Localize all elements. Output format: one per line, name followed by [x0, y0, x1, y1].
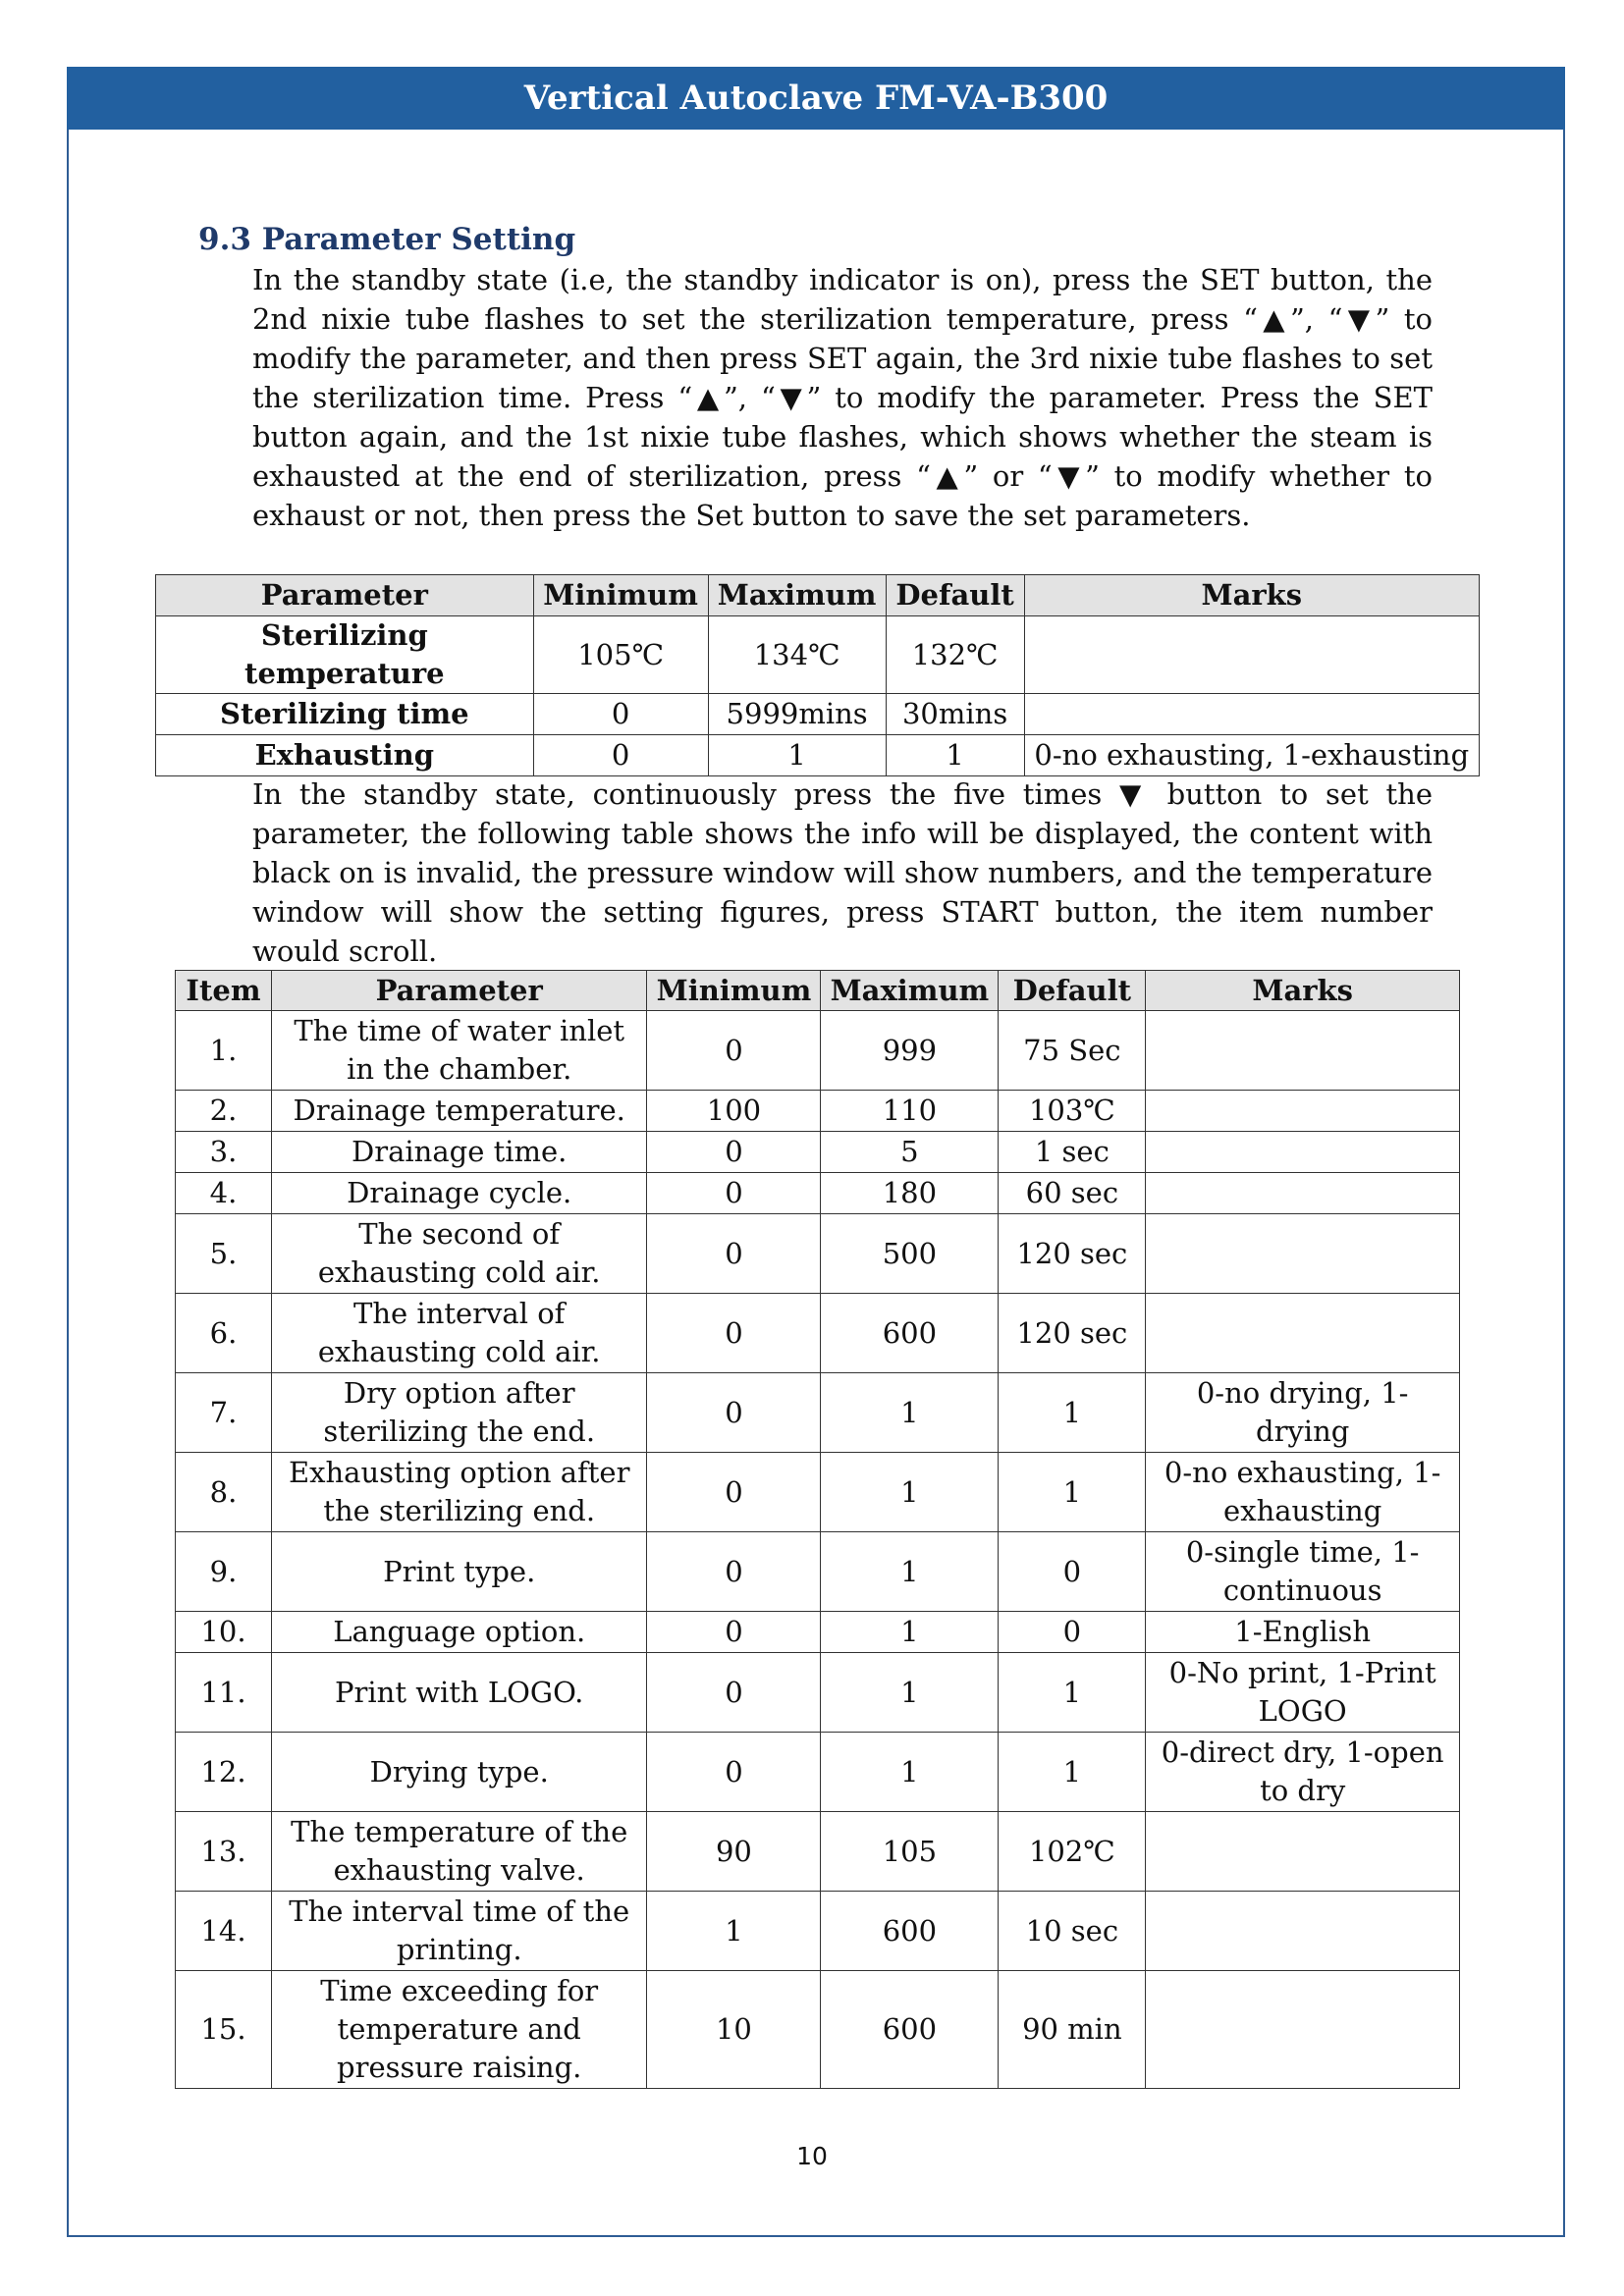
table-cell: 30mins [886, 694, 1024, 735]
table-cell: 0-no drying, 1-drying [1146, 1373, 1460, 1453]
table-cell: 1 [999, 1733, 1146, 1812]
table-cell: 8. [176, 1453, 272, 1532]
table-cell: 0 [999, 1612, 1146, 1653]
table-cell: 0 [647, 1214, 821, 1294]
table-cell: 90 min [999, 1971, 1146, 2089]
table-header-row [156, 575, 1480, 616]
table-row [176, 1091, 1460, 1132]
table-cell: 1 [647, 1892, 821, 1971]
table-cell: 103℃ [999, 1091, 1146, 1132]
table-cell [1146, 1812, 1460, 1892]
intro-paragraph: In the standby state (i.e, the standby indicator is on), press the SET button, the 2nd nixie tube flashes to set the sterilization temperature, press “▲”, “▼” to modify the parameter, and then press SET again, the 3rd nixie tube flashes to set the sterilization time. Press “▲”, “▼” to modify the parameter. Press the SET button again, and the 1st nixie tube flashes, which shows whether the steam is exhausted at the end of sterilization, press “▲” or “▼” to modify whether to exhaust or not, then press the Set button to save the set parameters. [252, 263, 1433, 532]
table-cell: 132℃ [886, 616, 1024, 694]
table-cell: The time of water inlet in the chamber. [271, 1011, 646, 1091]
table-cell: 0 [647, 1373, 821, 1453]
table-cell: 1 [886, 735, 1024, 776]
table-cell [1146, 1173, 1460, 1214]
table-header-row [176, 971, 1460, 1011]
table-cell: 120 sec [999, 1294, 1146, 1373]
table-row [176, 1373, 1460, 1453]
table-cell: 1 [821, 1612, 999, 1653]
table-cell: 75 Sec [999, 1011, 1146, 1091]
table-cell: 1 [821, 1453, 999, 1532]
table-cell: The temperature of the exhausting valve. [271, 1812, 646, 1892]
table-cell: 0-no exhausting, 1-exhausting [1024, 735, 1479, 776]
table-cell: Exhausting [156, 735, 534, 776]
table-cell: 1 [999, 1453, 1146, 1532]
table-cell: Drainage temperature. [271, 1091, 646, 1132]
table-cell: Drying type. [271, 1733, 646, 1812]
table-cell [1146, 1011, 1460, 1091]
table-row [156, 694, 1480, 735]
table-cell: Print with LOGO. [271, 1653, 646, 1733]
table-cell: 5. [176, 1214, 272, 1294]
table-cell: 600 [821, 1892, 999, 1971]
table-cell: 105℃ [533, 616, 708, 694]
table-cell: 0 [999, 1532, 1146, 1612]
table-row [176, 1812, 1460, 1892]
table-cell: 100 [647, 1091, 821, 1132]
advanced-parameter-table [175, 970, 1460, 2089]
table-cell: Time exceeding for temperature and pressure raising. [271, 1971, 646, 2089]
table-cell: 15. [176, 1971, 272, 2089]
table-row [176, 1453, 1460, 1532]
column-header: Maximum [708, 575, 886, 616]
table-row [176, 1733, 1460, 1812]
table-cell [1146, 1892, 1460, 1971]
column-header: Default [999, 971, 1146, 1011]
parameter-setting-table [155, 574, 1480, 776]
table-cell: 5 [821, 1132, 999, 1173]
table-cell: 90 [647, 1812, 821, 1892]
column-header: Default [886, 575, 1024, 616]
table-cell: Print type. [271, 1532, 646, 1612]
table-row [176, 1294, 1460, 1373]
table-cell: 105 [821, 1812, 999, 1892]
table-cell: 500 [821, 1214, 999, 1294]
table-cell: 1 [999, 1653, 1146, 1733]
table-cell: Drainage cycle. [271, 1173, 646, 1214]
column-header: Parameter [156, 575, 534, 616]
table-cell: 110 [821, 1091, 999, 1132]
table-cell: 1 [821, 1733, 999, 1812]
table-row [156, 735, 1480, 776]
column-header: Maximum [821, 971, 999, 1011]
table-cell: 1 [708, 735, 886, 776]
table-cell: 600 [821, 1294, 999, 1373]
advanced-paragraph: In the standby state, continuously press the five times ▼ button to set the parameter, the following table shows the info will be displayed, the content with black on is invalid, the pressure window will show numbers, and the temperature window will show the setting figures, press START button, the item number would scroll. [252, 777, 1433, 968]
table-cell: 1 [821, 1532, 999, 1612]
column-header: Parameter [271, 971, 646, 1011]
table-row [176, 1653, 1460, 1733]
table-row [176, 1892, 1460, 1971]
section-title: 9.3 Parameter Setting [198, 222, 576, 257]
table-cell: 1 [999, 1373, 1146, 1453]
table-cell: Language option. [271, 1612, 646, 1653]
table-row [176, 1532, 1460, 1612]
table-cell: 120 sec [999, 1214, 1146, 1294]
column-header: Marks [1024, 575, 1479, 616]
table-cell: 0 [533, 735, 708, 776]
table-row [176, 1214, 1460, 1294]
table-cell: 0-no exhausting, 1-exhausting [1146, 1453, 1460, 1532]
table-cell: Sterilizing temperature [156, 616, 534, 694]
table-cell [1024, 616, 1479, 694]
table-cell [1146, 1294, 1460, 1373]
table-cell [1146, 1971, 1460, 2089]
table-cell: 0 [647, 1653, 821, 1733]
table-cell: 0-single time, 1-continuous [1146, 1532, 1460, 1612]
table-cell: 2. [176, 1091, 272, 1132]
table-row [176, 1173, 1460, 1214]
table-cell: 1. [176, 1011, 272, 1091]
table-row [156, 616, 1480, 694]
table-cell: 134℃ [708, 616, 886, 694]
table-cell: 7. [176, 1373, 272, 1453]
table-row [176, 1011, 1460, 1091]
table-cell: 60 sec [999, 1173, 1146, 1214]
table-cell: The interval of exhausting cold air. [271, 1294, 646, 1373]
table-cell: 1 sec [999, 1132, 1146, 1173]
table-cell: Dry option after sterilizing the end. [271, 1373, 646, 1453]
column-header: Marks [1146, 971, 1460, 1011]
table-cell: 6. [176, 1294, 272, 1373]
table-row [176, 1612, 1460, 1653]
table-cell: 0 [533, 694, 708, 735]
table-cell [1024, 694, 1479, 735]
table-cell: 9. [176, 1532, 272, 1612]
column-header: Minimum [533, 575, 708, 616]
table-cell: The second of exhausting cold air. [271, 1214, 646, 1294]
table-cell: Drainage time. [271, 1132, 646, 1173]
table-cell: 0 [647, 1733, 821, 1812]
table-cell: 102℃ [999, 1812, 1146, 1892]
column-header: Minimum [647, 971, 821, 1011]
table-cell: 12. [176, 1733, 272, 1812]
table-cell: 0 [647, 1173, 821, 1214]
table-cell: 1-English [1146, 1612, 1460, 1653]
table-cell: Exhausting option after the sterilizing end. [271, 1453, 646, 1532]
table-cell: 999 [821, 1011, 999, 1091]
table-cell: 11. [176, 1653, 272, 1733]
table-cell: 0-direct dry, 1-open to dry [1146, 1733, 1460, 1812]
column-header: Item [176, 971, 272, 1011]
table-cell: 3. [176, 1132, 272, 1173]
table-cell: 1 [821, 1653, 999, 1733]
table-cell: 0 [647, 1532, 821, 1612]
table-cell: 180 [821, 1173, 999, 1214]
table-row [176, 1132, 1460, 1173]
page-header: Vertical Autoclave FM-VA-B300 [67, 67, 1565, 130]
table-cell: 14. [176, 1892, 272, 1971]
table-cell [1146, 1091, 1460, 1132]
table-cell: 4. [176, 1173, 272, 1214]
table-cell [1146, 1214, 1460, 1294]
table-cell: 1 [821, 1373, 999, 1453]
table-cell: Sterilizing time [156, 694, 534, 735]
table-cell: 0 [647, 1612, 821, 1653]
table-cell: 10 [647, 1971, 821, 2089]
page-number: 10 [796, 2142, 828, 2170]
table-cell: 13. [176, 1812, 272, 1892]
table-cell: 0 [647, 1011, 821, 1091]
table-cell: The interval time of the printing. [271, 1892, 646, 1971]
table-cell: 0-No print, 1-Print LOGO [1146, 1653, 1460, 1733]
table-cell: 5999mins [708, 694, 886, 735]
table-cell: 0 [647, 1294, 821, 1373]
table-cell: 10 sec [999, 1892, 1146, 1971]
table-cell: 10. [176, 1612, 272, 1653]
table-row [176, 1971, 1460, 2089]
table-cell: 0 [647, 1453, 821, 1532]
table-cell: 0 [647, 1132, 821, 1173]
table-cell [1146, 1132, 1460, 1173]
table-cell: 600 [821, 1971, 999, 2089]
